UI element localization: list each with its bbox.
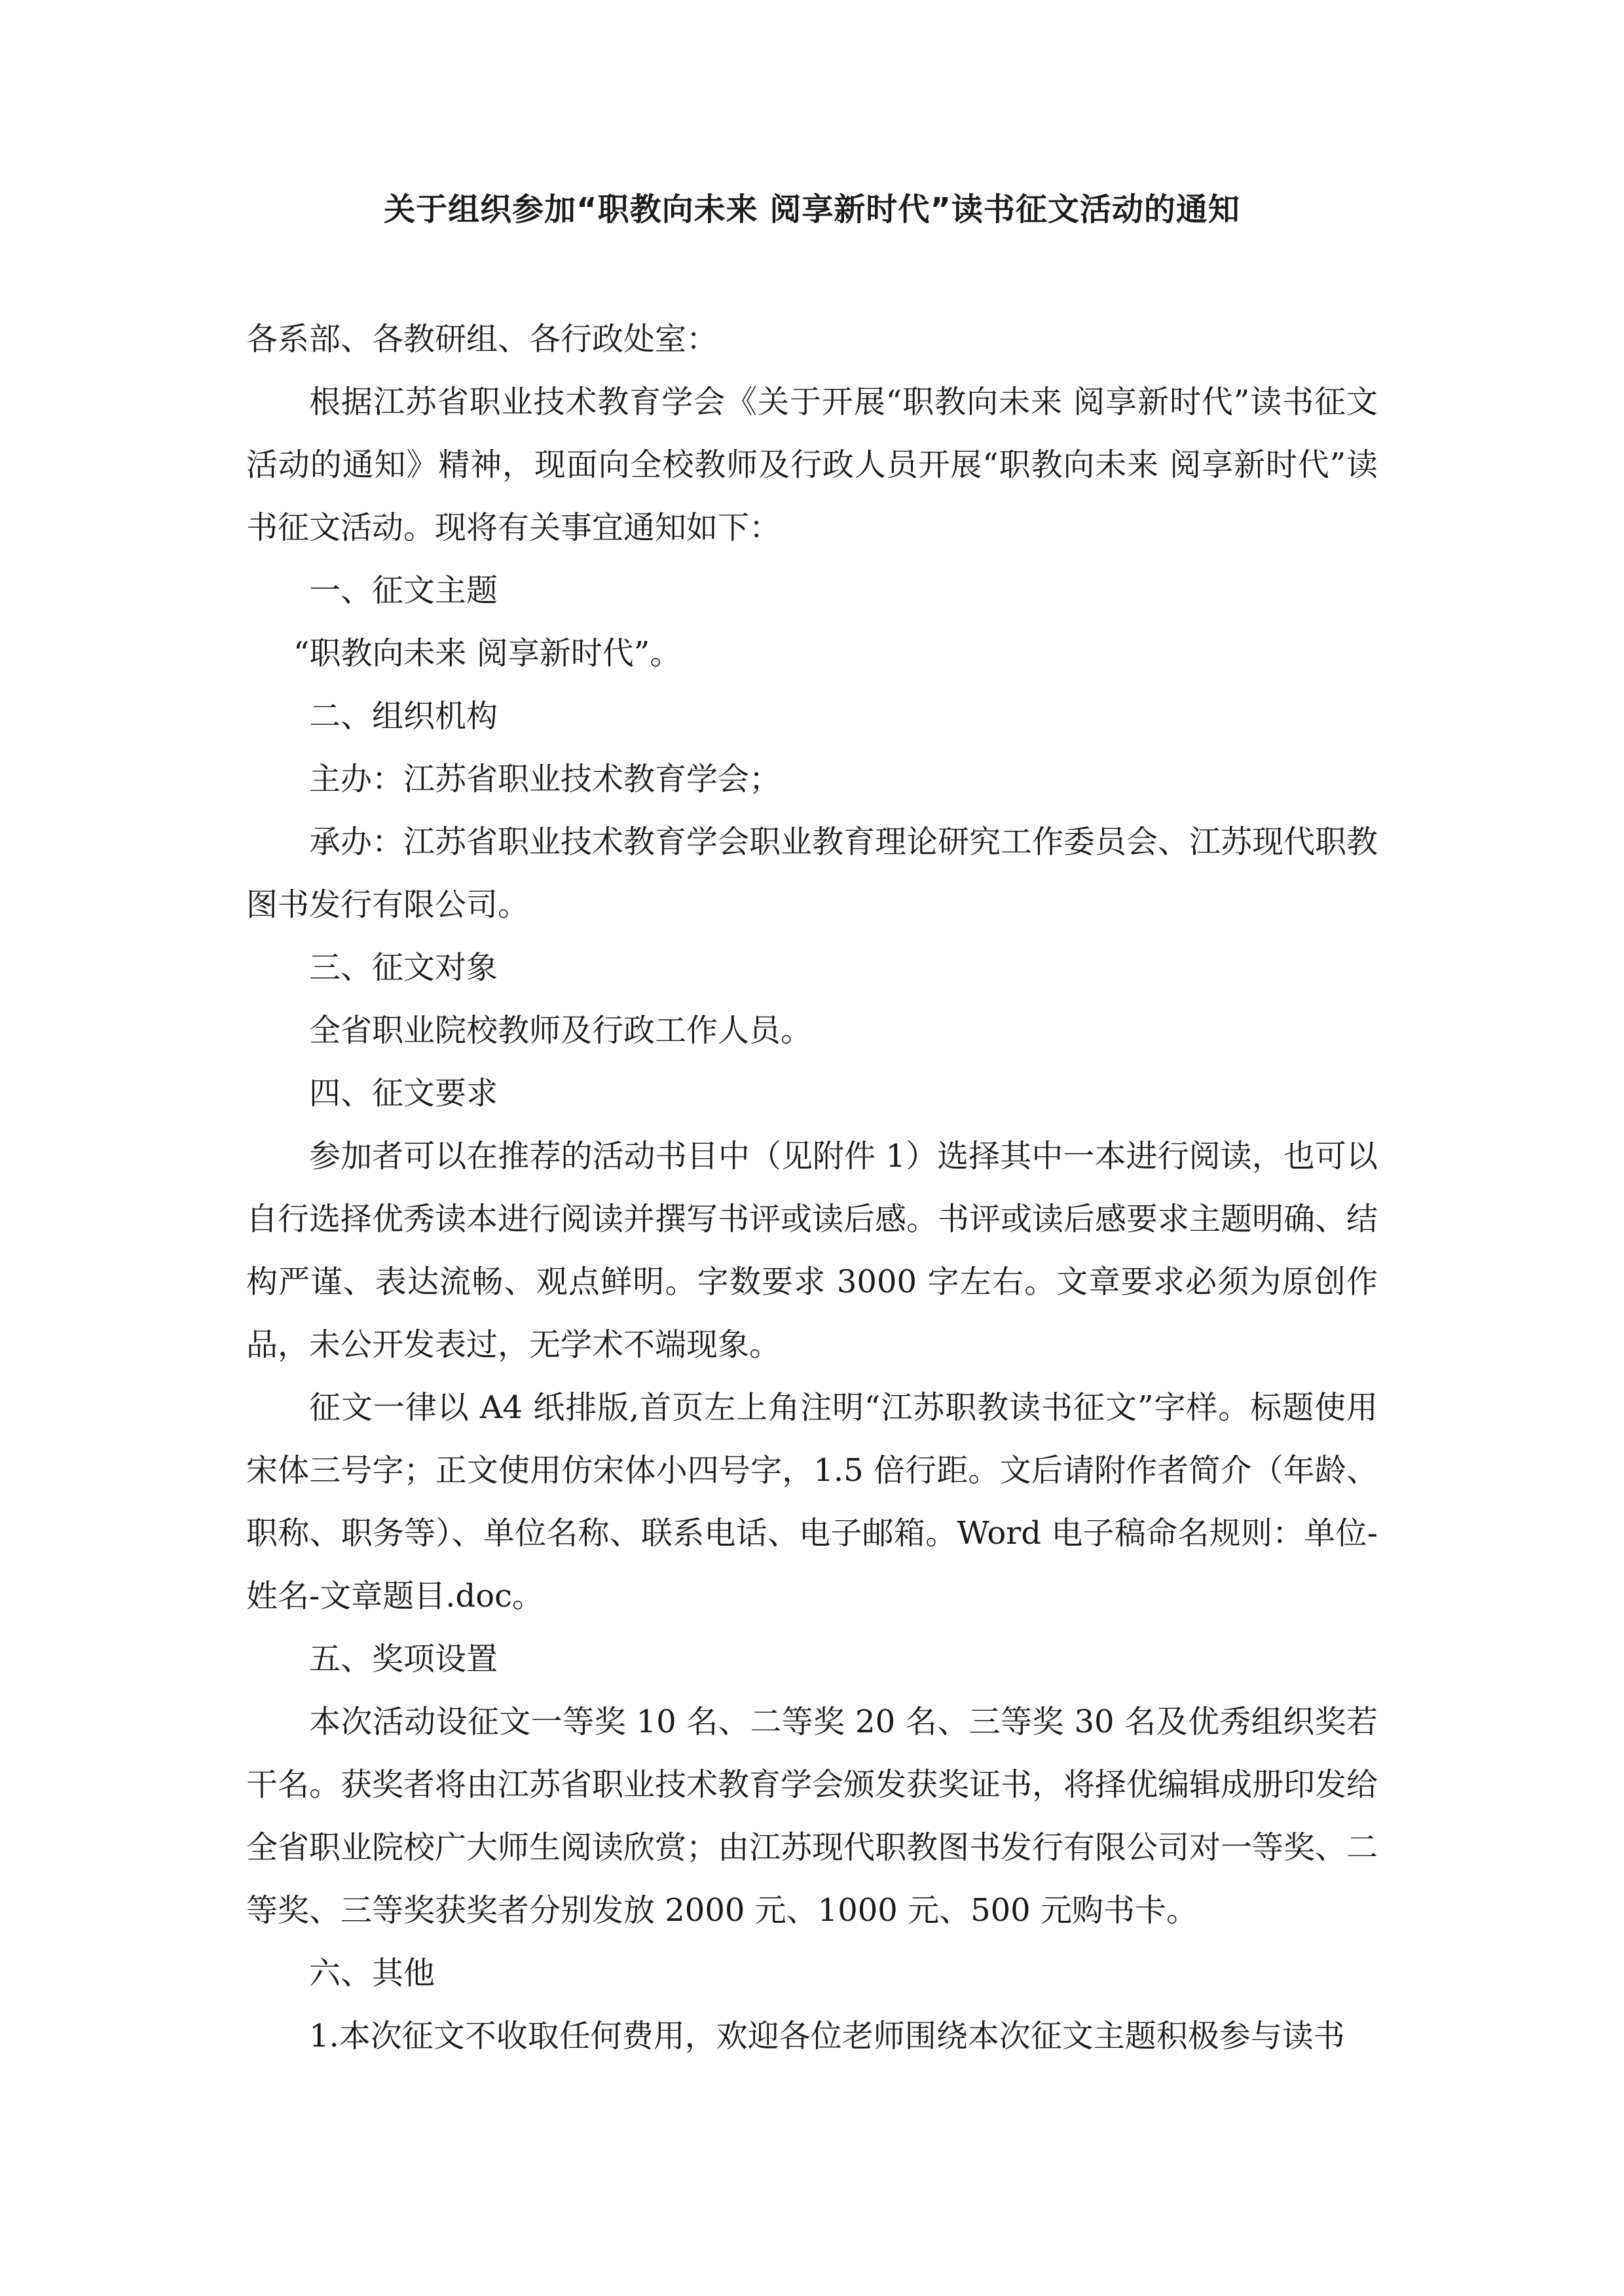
target-text: 全省职业院校教师及行政工作人员。 (309, 1012, 813, 1049)
section-heading-target: 三、征文对象 (309, 949, 498, 986)
salutation: 各系部、各教研组、各行政处室： (246, 321, 718, 357)
section-heading-requirements: 四、征文要求 (309, 1075, 498, 1112)
section-heading-awards: 五、奖项设置 (309, 1641, 498, 1677)
requirements-paragraph: 参加者可以在推荐的活动书目中（见附件 1）选择其中一本进行阅读，也可以自行选择优秀读本进行阅读并撰写书评或读后感。书评或读后感要求主题明确、结构严谨、表达流畅、观点鲜明。字数要求 3000 字左右。文章要求必须为原创作品，未公开发表过，无学术不端现象。 (246, 1138, 1378, 1363)
intro-paragraph: 根据江苏省职业技术教育学会《关于开展“职教向未来 阅享新时代”读书征文活动的通知》精神，现面向全校教师及行政人员开展“职教向未来 阅享新时代”读书征文活动。现将有关事宜通知如下： (246, 384, 1378, 546)
document-title: 关于组织参加“职教向未来 阅享新时代”读书征文活动的通知 (384, 191, 1240, 228)
document-body (246, 308, 1378, 2068)
undertaker-text: 承办：江苏省职业技术教育学会职业教育理论研究工作委员会、江苏现代职教图书发行有限公司。 (246, 824, 1378, 923)
section-heading-organization: 二、组织机构 (309, 698, 498, 735)
organizer-text: 主办：江苏省职业技术教育学会； (309, 761, 781, 797)
format-paragraph: 征文一律以 A4 纸排版,首页左上角注明“江苏职教读书征文”字样。标题使用宋体三号字；正文使用仿宋体小四号字，1.5 倍行距。文后请附作者简介（年龄、职称、职务等）、单位名称、联系电话、电子邮箱。Word 电子稿命名规则：单位-姓名-文章题目.doc。 (246, 1389, 1378, 1614)
awards-paragraph: 本次活动设征文一等奖 10 名、二等奖 20 名、三等奖 30 名及优秀组织奖若干名。获奖者将由江苏省职业技术教育学会颁发获奖证书，将择优编辑成册印发给全省职业院校广大师生阅读欣赏；由江苏现代职教图书发行有限公司对一等奖、二等奖、三等奖获奖者分别发放 2000 元、1000 元、500 元购书卡。 (246, 1704, 1378, 1929)
section-heading-other: 六、其他 (309, 1955, 435, 1992)
other-item-1: 1.本次征文不收取任何费用，欢迎各位老师围绕本次征文主题积极参与读书 (309, 2018, 1345, 2054)
section-heading-theme: 一、征文主题 (309, 572, 498, 609)
theme-text: “职教向未来 阅享新时代”。 (293, 635, 682, 672)
